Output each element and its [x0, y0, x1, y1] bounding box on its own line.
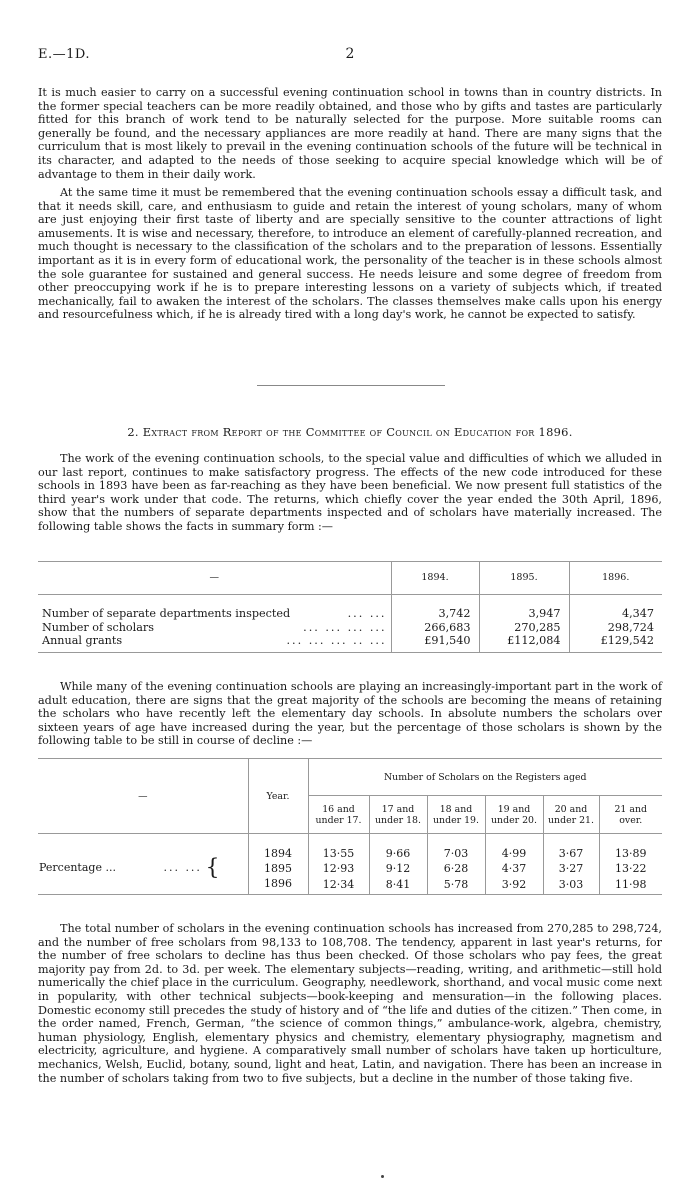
cell-value: 3·27	[543, 861, 599, 876]
cell-value: 5·78	[427, 876, 485, 895]
leader-dots: ... ...	[163, 861, 202, 875]
row-label: Number of separate departments inspected ... ...	[42, 607, 387, 620]
cell-value: 12·93	[308, 861, 369, 876]
leader-dots: ... ... ... ...	[303, 620, 387, 634]
paragraph-difficult-task: At the same time it must be remembered that the evening continuation schools essay a difficult task, and that it needs skill, care, and enthusiasm to guide and retain the interest of young scholars, many of whom are just enjoying their first taste of liberty and are specially sensitive to the counter attractions of light amusements. It is wise and necessary, therefore, to introduce an element of carefully-planned recreation, and much thought is necessary to the classification of the scholars and to the preparation of lessons. Essentially important as it is in every form of educational work, the personality of the teacher is in these schools almost the sole guarantee for sustained and general success. He needs leisure and some degree of freedom from other preoccupying work if he is to prepare interesting lessons on a variety of subjects which, if treated mechanically, fail to awaken the interest of the scholars. The classes themselves make calls upon his energy and resourcefulness which, if he is already tired with a long day's work, he cannot be expected to satisfy.	[38, 186, 662, 322]
cell-value: 266,683	[391, 621, 479, 635]
cell-value: 4,347	[569, 607, 662, 621]
percentage-table-header-top	[38, 759, 662, 796]
cell-value: £91,540	[391, 634, 479, 652]
row-label: Number of scholars ... ... ... ...	[42, 620, 387, 634]
cell-value: 3,742	[391, 607, 479, 621]
age-header-18: 18 and under 19.	[427, 796, 485, 834]
cell-value: 6·28	[427, 861, 485, 876]
cell-value: 11·98	[599, 876, 662, 895]
age-group-header: Number of Scholars on the Registers aged	[308, 759, 662, 796]
year-cell: 1895	[248, 861, 308, 876]
paragraph-report-intro: The work of the evening continuation schools, to the special value and difficulties of which we alluded in our last report, continues to make satisfactory progress. The effects of the new code introduced for these schools in 1893 have been as far-reaching as they have been beneficial. We now present full statistics of the third year's work under that code. The returns, which chiefly cover the year ended the 30th April, 1896, show that the numbers of separate departments inspected and of scholars have materially increased. The following table shows the facts in summary form :—	[38, 452, 662, 533]
summary-header-1895: 1895.	[479, 562, 569, 595]
row-label: Annual grants ... ... ... .. ...	[38, 634, 391, 652]
age-header-21: 21 and over.	[599, 796, 662, 834]
page-header	[38, 48, 662, 66]
percentage-row-label: Percentage ... ... ... {	[38, 846, 248, 895]
summary-header-1894: 1894.	[391, 562, 479, 595]
cell-value: 12·34	[308, 876, 369, 895]
cell-value: 3,947	[479, 607, 569, 621]
cell-value: 9·66	[369, 846, 427, 861]
cell-value: 298,724	[569, 621, 662, 635]
page-footer-mark	[381, 1175, 384, 1178]
page-number: 2	[345, 46, 355, 62]
paragraph-adult-education: While many of the evening continuation schools are playing an increasingly-important part in the work of adult education, there are signs that the great majority of the schools are becoming the means of retaining the scholars who have recently left the elementary day schools. In absolute numbers the scholars over sixteen years of age have increased during the year, but the percentage of those scholars is shown by the following table to be still in course of decline :—	[38, 680, 662, 748]
cell-value: 4·37	[485, 861, 543, 876]
paragraph-towns-vs-country: It is much easier to carry on a successful evening continuation school in towns than in country districts. In the former special teachers can be more readily obtained, and those who by gifts and tastes are particularly fitted for this branch of work tend to be naturally selected for the purpose. More suitable rooms can generally be found, and the necessary appliances are more readily at hand. There are many signs that the curriculum that is most likely to prevail in the evening continuation schools of the future will be technical in its character, and adapted to the needs of those seeking to acquire special knowledge which will be of advantage to them in their daily work.	[38, 86, 662, 181]
section-heading: 2. Extract from Report of the Committee of Council on Education for 1896.	[127, 425, 573, 439]
percentage-header-blank: —	[38, 759, 248, 834]
leader-dots: ... ...	[347, 607, 387, 620]
cell-value: 3·92	[485, 876, 543, 895]
summary-table-header	[38, 562, 662, 595]
table-row	[38, 846, 662, 861]
table-row	[38, 621, 662, 635]
cell-value: £129,542	[569, 634, 662, 652]
summary-table	[38, 561, 662, 653]
age-header-16: 16 and under 17.	[308, 796, 369, 834]
age-header-17: 17 and under 18.	[369, 796, 427, 834]
cell-value: 7·03	[427, 846, 485, 861]
cell-value: 8·41	[369, 876, 427, 895]
table-row	[38, 607, 662, 621]
age-header-19: 19 and under 20.	[485, 796, 543, 834]
table-row	[38, 634, 662, 652]
document-reference: E.—1D.	[38, 47, 90, 62]
paragraph-total-scholars: The total number of scholars in the evening continuation schools has increased from 270,285 to 298,724, and the number of free scholars from 98,133 to 108,708. The tendency, apparent in last year's returns, for the number of free scholars to decline has thus been checked. Of those scholars who pay fees, the great majority pay from 2d. to 3d. per week. The elementary subjects—reading, writing, and arithmetic—still hold numerically the chief place in the curriculum. Geography, needlework, shorthand, and vocal music come next in popularity, with other technical subjects—book-keeping and mensuration—in the following places. Domestic economy still precedes the study of history and of “the life and duties of the citizen.” Then come, in the order named, French, German, “the science of common things,” ambulance-work, algebra, chemistry, human physiology, English, elementary physics and chemistry, elementary physiography, magnetism and electricity, agriculture, and hygiene. A comparatively small number of scholars have taken up horticulture, mechanics, Welsh, Euclid, botany, sound, light and heat, Latin, and navigation. There has been an increase in the number of scholars taking from two to five subjects, but a decline in the number of those taking five.	[38, 922, 662, 1085]
cell-value: 13·89	[599, 846, 662, 861]
summary-header-blank: —	[38, 562, 391, 595]
cell-value: 270,285	[479, 621, 569, 635]
cell-value: 9·12	[369, 861, 427, 876]
year-cell: 1896	[248, 876, 308, 895]
cell-value: 13·22	[599, 861, 662, 876]
leader-dots: ... ... ... .. ...	[286, 634, 387, 648]
cell-value: 3·03	[543, 876, 599, 895]
cell-value: 3·67	[543, 846, 599, 861]
summary-header-1896: 1896.	[569, 562, 662, 595]
cell-value: 13·55	[308, 846, 369, 861]
percentage-table	[38, 758, 662, 895]
age-header-20: 20 and under 21.	[543, 796, 599, 834]
year-header: Year.	[248, 759, 308, 834]
year-cell: 1894	[248, 846, 308, 861]
section-divider	[257, 385, 445, 386]
cell-value: £112,084	[479, 634, 569, 652]
cell-value: 4·99	[485, 846, 543, 861]
